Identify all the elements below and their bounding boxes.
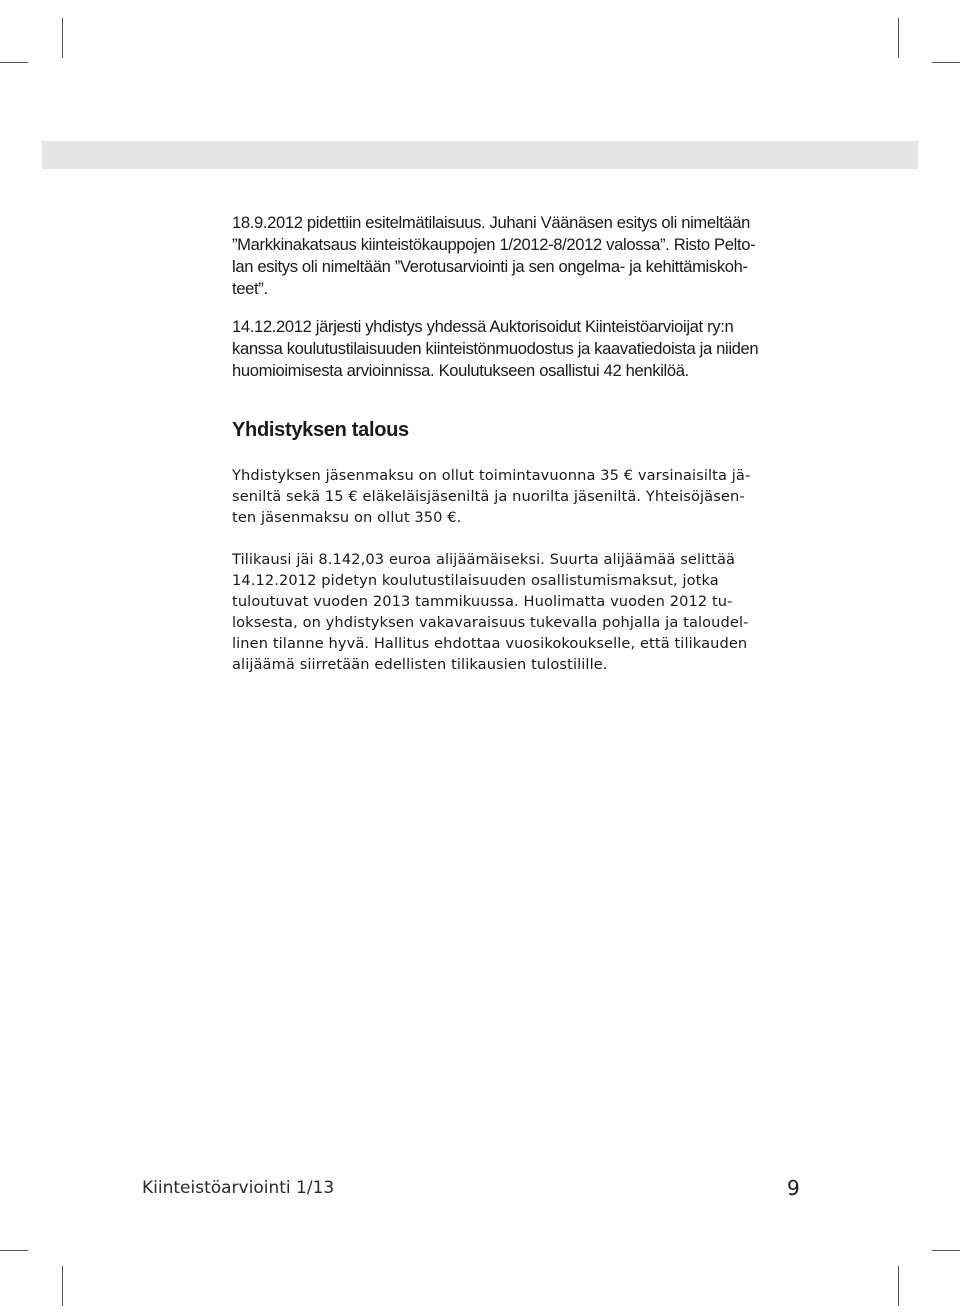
text-line: Tilikausi jäi 8.142,03 euroa alijäämäiseksi. Suurta alijäämää selittää xyxy=(232,551,736,568)
paragraph-financial-result xyxy=(232,549,760,675)
crop-mark xyxy=(0,1250,28,1251)
text-line: tuloutuvat vuoden 2013 tammikuussa. Huolimatta vuoden 2012 tu- xyxy=(232,593,733,610)
section-heading: Yhdistyksen talous xyxy=(232,419,409,441)
text-line: teet”. xyxy=(232,279,268,298)
paragraph-training xyxy=(232,316,760,382)
footer-publication-title: Kiinteistöarviointi 1/13 xyxy=(142,1178,335,1198)
crop-mark xyxy=(898,1266,899,1306)
page-number: 9 xyxy=(787,1176,800,1200)
text-line: 18.9.2012 pidettiin esitelmätilaisuus. Juhani Väänäsen esitys oli nimeltään xyxy=(232,213,750,232)
crop-mark xyxy=(62,1266,63,1306)
crop-mark xyxy=(932,62,960,63)
text-line: linen tilanne hyvä. Hallitus ehdottaa vuosikokoukselle, että tilikauden xyxy=(232,635,748,652)
text-line: seniltä sekä 15 € eläkeläisjäseniltä ja nuorilta jäseniltä. Yhteisöjäsen- xyxy=(232,488,745,505)
paragraph-membership-fees xyxy=(232,465,760,528)
text-line: lan esitys oli nimeltään ”Verotusarviointi ja sen ongelma- ja kehittämiskoh- xyxy=(232,257,748,276)
text-line: Yhdistyksen jäsenmaksu on ollut toimintavuonna 35 € varsinaisilta jä- xyxy=(232,467,751,484)
paragraph-seminar xyxy=(232,212,760,300)
text-line: loksesta, on yhdistyksen vakavaraisuus tukevalla pohjalla ja taloudel- xyxy=(232,614,749,631)
text-line: kanssa koulutustilaisuuden kiinteistönmuodostus ja kaavatiedoista ja niiden xyxy=(232,339,759,358)
header-band xyxy=(42,141,918,169)
text-line: ten jäsenmaksu on ollut 350 €. xyxy=(232,509,462,526)
crop-mark xyxy=(0,62,28,63)
crop-mark xyxy=(898,18,899,58)
crop-mark xyxy=(932,1250,960,1251)
text-line: huomioimisesta arvioinnissa. Koulutukseen osallistui 42 henkilöä. xyxy=(232,361,689,380)
text-line: ”Markkinakatsaus kiinteistökauppojen 1/2012-8/2012 valossa”. Risto Pelto- xyxy=(232,235,756,254)
crop-mark xyxy=(62,18,63,58)
text-line: 14.12.2012 järjesti yhdistys yhdessä Auktorisoidut Kiinteistöarvioijat ry:n xyxy=(232,317,734,336)
text-line: alijäämä siirretään edellisten tilikausien tulostilille. xyxy=(232,656,608,673)
text-line: 14.12.2012 pidetyn koulutustilaisuuden osallistumismaksut, jotka xyxy=(232,572,719,589)
